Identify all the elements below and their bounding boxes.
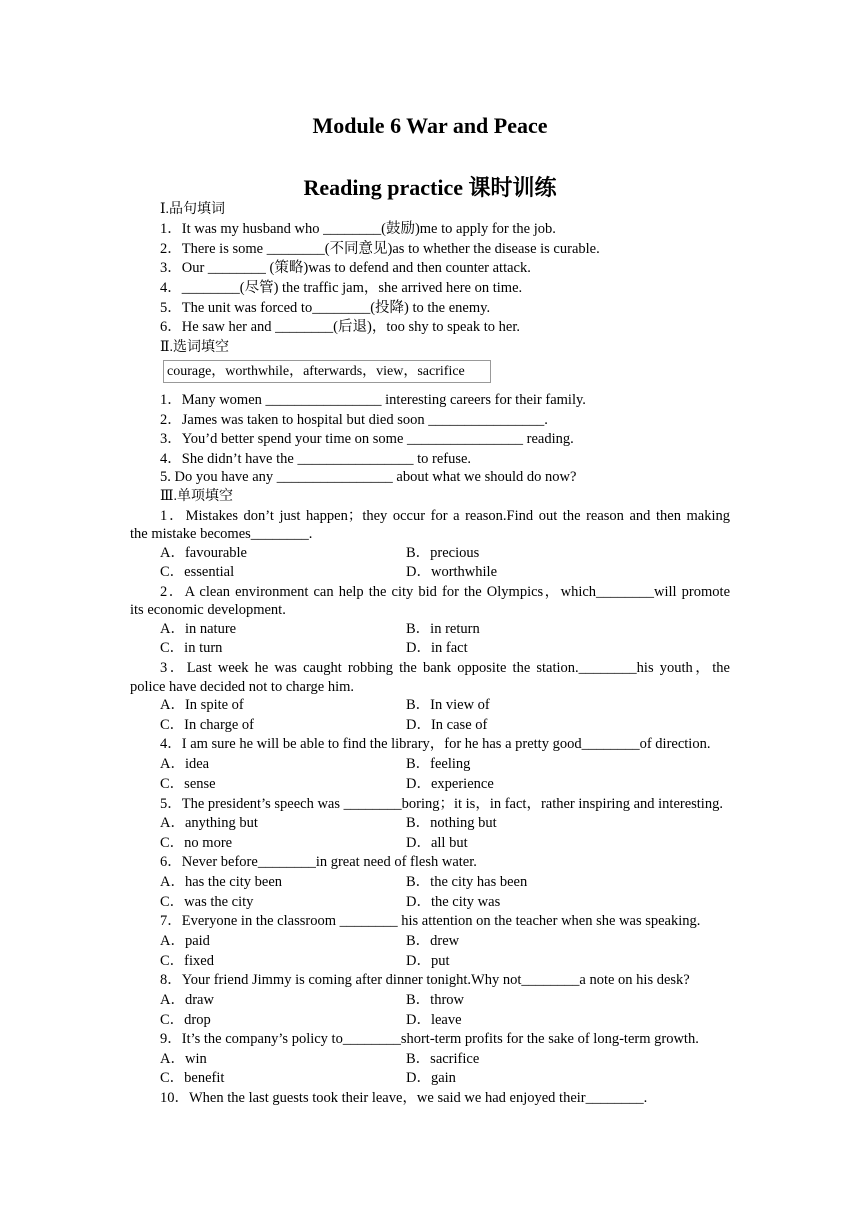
option-a: A．idea [160, 756, 210, 772]
fill-item: 2．There is some ________(不同意见)as to whether the disease is curable. [160, 241, 600, 257]
section-heading-1: Ⅰ.品句填词 [160, 202, 226, 217]
option-c: C．sense [160, 776, 216, 792]
option-a: A．paid [160, 933, 210, 949]
option-c: C．no more [160, 835, 233, 851]
option-c: C．In charge of [160, 717, 254, 733]
fill-item: 1．Many women ________________ interesting careers for their family. [160, 392, 586, 408]
option-b: B．precious [406, 545, 480, 561]
page-title: Module 6 War and Peace [312, 113, 548, 138]
option-d: D．worthwhile [406, 564, 498, 580]
question-text: 6．Never before________in great need of flesh water. [160, 854, 477, 870]
question-text: its economic development. [130, 602, 286, 618]
option-c: C．in turn [160, 640, 223, 656]
word-bank-box: courage，worthwhile，afterwards，view，sacrifice [163, 360, 491, 383]
fill-item: 5．The unit was forced to________(投降) to the enemy. [160, 300, 491, 316]
option-b: B．in return [406, 621, 480, 637]
option-b: B．sacrifice [406, 1051, 480, 1067]
option-d: D．in fact [406, 640, 468, 656]
option-a: A．has the city been [160, 874, 283, 890]
option-a: A．draw [160, 992, 214, 1008]
fill-item: 5. Do you have any ________________ about what we should do now? [160, 469, 577, 485]
fill-item: 3．Our ________ (策略)was to defend and then counter attack. [160, 260, 531, 276]
option-c: C．fixed [160, 953, 214, 969]
question-text: 3．Last week he was caught robbing the bank opposite the station.________his youth，the [160, 660, 730, 676]
fill-item: 3．You’d better spend your time on some ________________ reading. [160, 431, 574, 447]
question-text: the mistake becomes________. [130, 526, 313, 542]
option-c: C．essential [160, 564, 235, 580]
option-b: B．drew [406, 933, 460, 949]
option-a: A．anything but [160, 815, 258, 831]
question-text: 4．I am sure he will be able to find the library，for he has a pretty good________of direction. [160, 736, 711, 752]
option-b: B．nothing but [406, 815, 497, 831]
option-b: B．throw [406, 992, 464, 1008]
option-b: B．feeling [406, 756, 471, 772]
fill-item: 4．She didn’t have the ________________ to refuse. [160, 451, 472, 467]
section-heading-2: Ⅱ.选词填空 [160, 340, 230, 355]
option-d: D．experience [406, 776, 494, 792]
section-heading-3: Ⅲ.单项填空 [160, 489, 234, 504]
question-text: 10．When the last guests took their leave，we said we had enjoyed their________. [160, 1090, 648, 1106]
fill-item: 6．He saw her and ________(后退)，too shy to speak to her. [160, 319, 521, 335]
fill-item: 1．It was my husband who ________(鼓励)me to apply for the job. [160, 221, 556, 237]
question-text: 8．Your friend Jimmy is coming after dinner tonight.Why not________a note on his desk? [160, 972, 690, 988]
option-b: B．the city has been [406, 874, 528, 890]
question-text: police have decided not to charge him. [130, 679, 354, 695]
fill-item: 2．James was taken to hospital but died soon ________________. [160, 412, 548, 428]
option-a: A．favourable [160, 545, 247, 561]
option-a: A．in nature [160, 621, 237, 637]
page-subtitle: Reading practice 课时训练 [303, 175, 557, 200]
fill-item: 4．________(尽管) the traffic jam，she arrived here on time. [160, 280, 523, 296]
option-d: D．put [406, 953, 450, 969]
option-d: D．gain [406, 1070, 456, 1086]
question-text: 1．Mistakes don’t just happen；they occur for a reason.Find out the reason and then making [160, 508, 730, 524]
option-c: C．was the city [160, 894, 254, 910]
option-d: D．In case of [406, 717, 488, 733]
option-b: B．In view of [406, 697, 490, 713]
option-a: A．win [160, 1051, 207, 1067]
question-text: 2．A clean environment can help the city bid for the Olympics，which________will promote [160, 584, 730, 600]
option-d: D．the city was [406, 894, 501, 910]
option-a: A．In spite of [160, 697, 244, 713]
option-c: C．drop [160, 1012, 211, 1028]
question-text: 7．Everyone in the classroom ________ his attention on the teacher when she was speaking. [160, 913, 701, 929]
option-d: D．all but [406, 835, 468, 851]
question-text: 9．It’s the company’s policy to________short-term profits for the sake of long-term growth. [160, 1031, 699, 1047]
option-d: D．leave [406, 1012, 462, 1028]
question-text: 5．The president’s speech was ________boring；it is，in fact，rather inspiring and interesting. [160, 796, 723, 812]
option-c: C．benefit [160, 1070, 225, 1086]
